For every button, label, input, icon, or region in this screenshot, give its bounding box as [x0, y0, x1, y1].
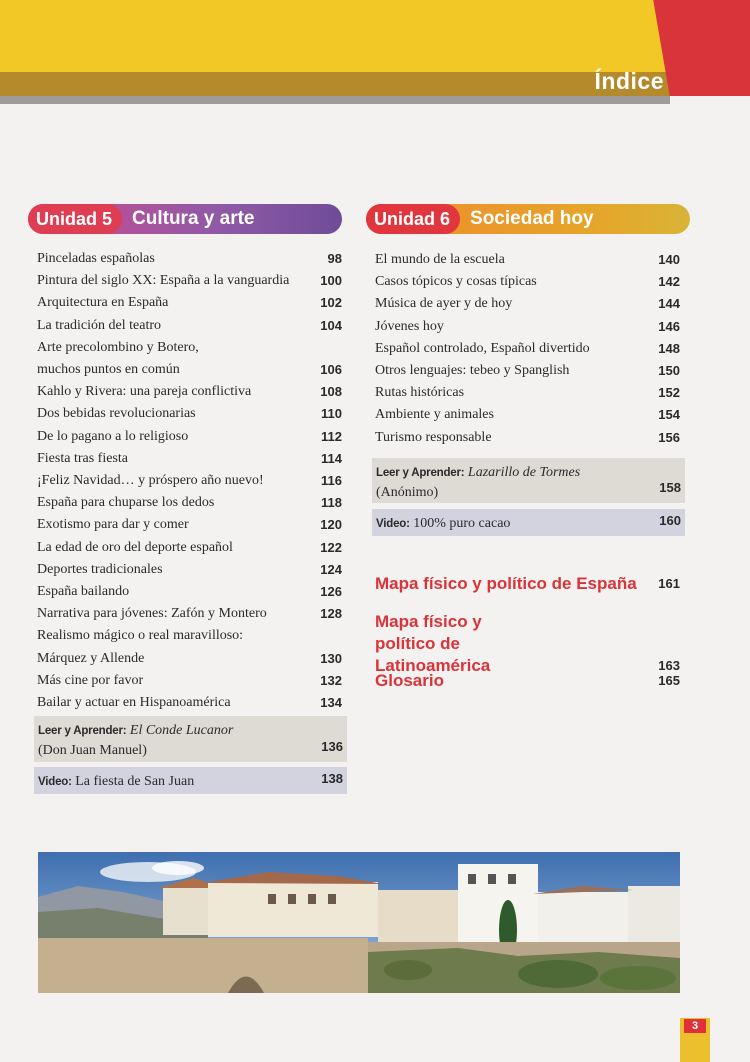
leer-page: 136	[321, 739, 343, 754]
toc-entry[interactable]: La tradición del teatro 104	[37, 317, 342, 333]
video-page: 160	[659, 513, 681, 528]
toc-entry[interactable]: Realismo mágico o real maravilloso: Márquez y Allende 130	[37, 628, 342, 666]
toc-entry[interactable]: Dos bebidas revolucionarias 110	[37, 406, 342, 422]
toc-entry[interactable]: Jóvenes hoy 146	[375, 318, 680, 334]
town-panorama-photo	[38, 852, 680, 993]
unit5-video[interactable]	[34, 767, 347, 794]
toc-extra-glossary[interactable]: Glosario 165	[375, 671, 680, 690]
toc-entry[interactable]: Deportes tradicionales 124	[37, 561, 342, 577]
leer-page: 158	[659, 480, 681, 495]
unit6-video[interactable]	[372, 509, 685, 536]
toc-entry[interactable]: Pinceladas españolas 98	[37, 251, 342, 266]
unit6-header	[366, 204, 690, 234]
leer-author: (Anónimo)	[376, 485, 439, 500]
header-yellow-band	[0, 0, 750, 72]
leer-author: (Don Juan Manuel)	[38, 743, 147, 758]
unit6-name: Sociedad hoy	[470, 208, 594, 229]
video-label: Video:	[38, 776, 72, 788]
toc-entry[interactable]: Bailar y actuar en Hispanoamérica 134	[37, 695, 342, 711]
page-number: 3	[684, 1019, 706, 1033]
toc-entry[interactable]: España bailando 126	[37, 584, 342, 600]
video-title: La fiesta de San Juan	[75, 774, 195, 789]
video-label: Video:	[376, 518, 410, 530]
toc-entry[interactable]: ¡Feliz Navidad… y próspero año nuevo! 116	[37, 473, 342, 489]
unit5-leer-aprender[interactable]	[34, 716, 347, 762]
leer-work: Lazarillo de Tormes	[467, 465, 581, 480]
unit5-toc-list	[37, 248, 344, 714]
toc-entry[interactable]: Arte precolombino y Botero, muchos puntos en común 106	[37, 339, 342, 378]
toc-entry[interactable]: Turismo responsable 156	[375, 429, 680, 445]
unit6-leer-aprender[interactable]	[372, 458, 685, 503]
toc-entry[interactable]: Kahlo y Rivera: una pareja conflictiva 108	[37, 384, 342, 400]
unit5-header	[28, 204, 342, 234]
leer-label: Leer y Aprender:	[38, 725, 127, 737]
toc-entry[interactable]: Música de ayer y de hoy 144	[375, 296, 680, 312]
page-title: Índice	[594, 68, 664, 94]
leer-label: Leer y Aprender:	[376, 467, 465, 479]
toc-extra-map-spain[interactable]: Mapa físico y político de España 161	[375, 574, 680, 593]
toc-entry[interactable]: De lo pagano a lo religioso 112	[37, 428, 342, 444]
video-title: 100% puro cacao	[413, 516, 511, 531]
toc-entry[interactable]: Español controlado, Español divertido 148	[375, 340, 680, 356]
toc-entry[interactable]: Fiesta tras fiesta 114	[37, 450, 342, 466]
toc-entry[interactable]: Arquitectura en España 102	[37, 295, 342, 311]
toc-extra-map-latam[interactable]: Mapa físico y político de Latinoamérica 163	[375, 612, 680, 675]
toc-entry[interactable]: Exotismo para dar y comer 120	[37, 517, 342, 533]
toc-entry[interactable]: España para chuparse los dedos 118	[37, 495, 342, 511]
unit6-toc-list	[375, 249, 682, 449]
header-gray-band	[0, 96, 670, 104]
toc-entry[interactable]: Ambiente y animales 154	[375, 407, 680, 423]
toc-entry[interactable]: Casos tópicos y cosas típicas 142	[375, 274, 680, 290]
toc-entry[interactable]: El mundo de la escuela 140	[375, 252, 680, 267]
toc-entry[interactable]: La edad de oro del deporte español 122	[37, 539, 342, 555]
header-brown-band	[0, 72, 670, 96]
video-page: 138	[321, 771, 343, 786]
toc-entry[interactable]: Rutas históricas 152	[375, 385, 680, 401]
unit5-number: Unidad 5	[28, 204, 122, 234]
toc-entry[interactable]: Narrativa para jóvenes: Zafón y Montero 128	[37, 606, 342, 622]
toc-entry[interactable]: Pintura del siglo XX: España a la vanguardia 100	[37, 273, 342, 289]
toc-entry[interactable]: Más cine por favor 132	[37, 672, 342, 688]
toc-entry[interactable]: Otros lenguajes: tebeo y Spanglish 150	[375, 363, 680, 379]
unit6-number: Unidad 6	[366, 204, 460, 234]
unit5-name: Cultura y arte	[132, 208, 255, 229]
leer-work: El Conde Lucanor	[129, 723, 234, 738]
